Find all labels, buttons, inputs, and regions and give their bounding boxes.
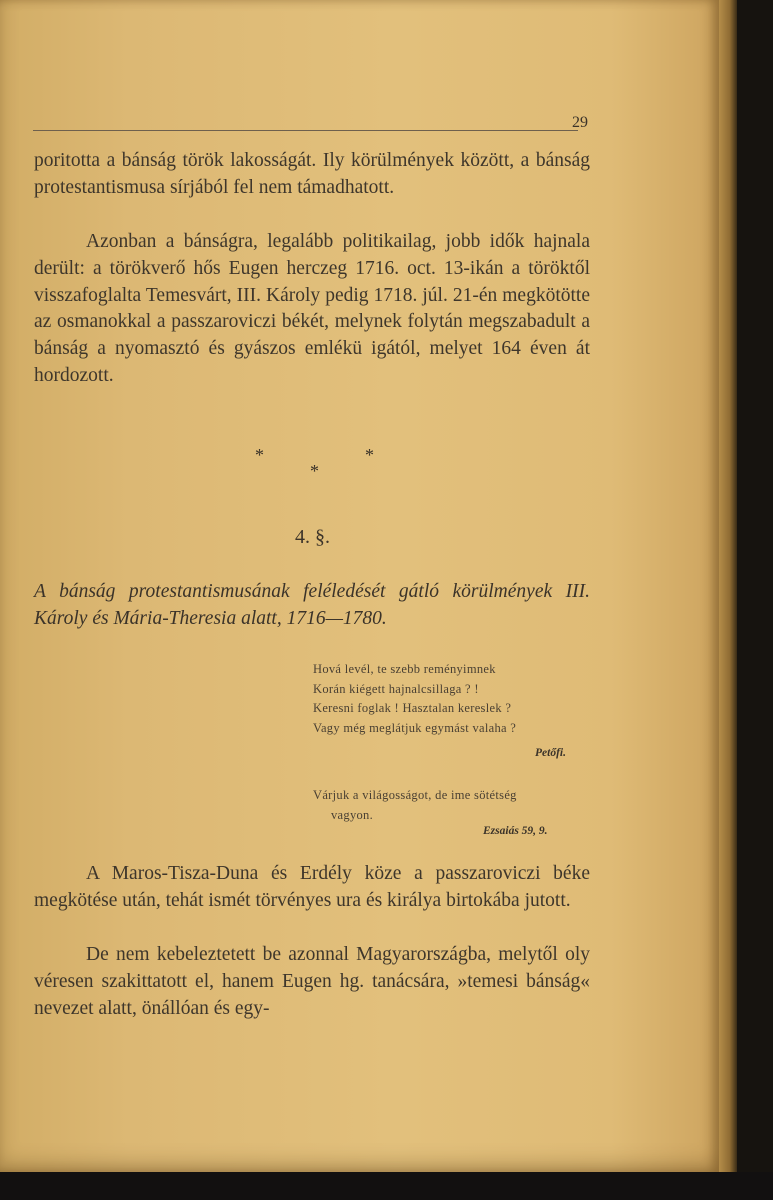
header-rule: [33, 130, 578, 131]
paragraph-2: Azonban a bánságra, legalább politikailag, jobb idők hajnala derült: a törökverő hős Eugen herczeg 1716. oct. 13-ikán a töröktől visszafoglalta Temesvárt, III. Károly pedig 1718. júl. 21-én megkötötte az osmanokkal a passzaroviczi békét, melynek folytán megszabadult a bánság a nyomasztó és gyászos emlékü igától, melyet 164 éven át hordozott.: [34, 231, 590, 386]
quote-line: vagyon.: [331, 807, 374, 822]
quote-line: Hová levél, te szebb reményimnek: [313, 662, 496, 676]
star: *: [310, 461, 319, 481]
page-edge: [719, 0, 737, 1172]
quote-line: Vagy még meglátjuk egymást valaha ?: [313, 720, 517, 735]
quote-source: Petőfi.: [535, 747, 566, 759]
epigraph-bible: [313, 786, 603, 825]
quote-line: Keresni foglak ! Hasztalan kereslek ?: [313, 701, 512, 715]
background-bottom: [0, 1172, 773, 1200]
section-heading: A bánság protestantismusának feléledését gátló körülmények III. Károly és Mária-Theresia alatt, 1716—1780.: [34, 581, 590, 629]
page-number: 29: [572, 114, 588, 131]
section-separator-stars: [255, 445, 375, 485]
paragraph-1: poritotta a bánság török lakosságát. Ily körülmények között, a bánság protestantismusa sírjából fel nem támadhatott.: [34, 150, 590, 198]
star: *: [365, 445, 374, 465]
quote-line: Korán kiégett hajnalcsillaga ? !: [313, 681, 479, 696]
quote-line: Várjuk a világosságot, de ime sötétség: [313, 788, 517, 802]
quote-source: Ezsaiás 59, 9.: [483, 825, 548, 837]
background-edge: [737, 0, 773, 1200]
paragraph-3: A Maros-Tisza-Duna és Erdély köze a passzaroviczi béke megkötése után, tehát ismét törvényes ura és királya birtokába jutott.: [34, 863, 590, 911]
section-number: 4. §.: [295, 526, 330, 548]
star: *: [255, 445, 264, 465]
epigraph-petofi: [313, 660, 603, 738]
paragraph-4: De nem kebeleztetett be azonnal Magyarországba, melytől oly véresen szakittatott el, hanem Eugen hg. tanácsára, »temesi bánság« nevezet alatt, önállóan és egy-: [34, 944, 590, 1019]
